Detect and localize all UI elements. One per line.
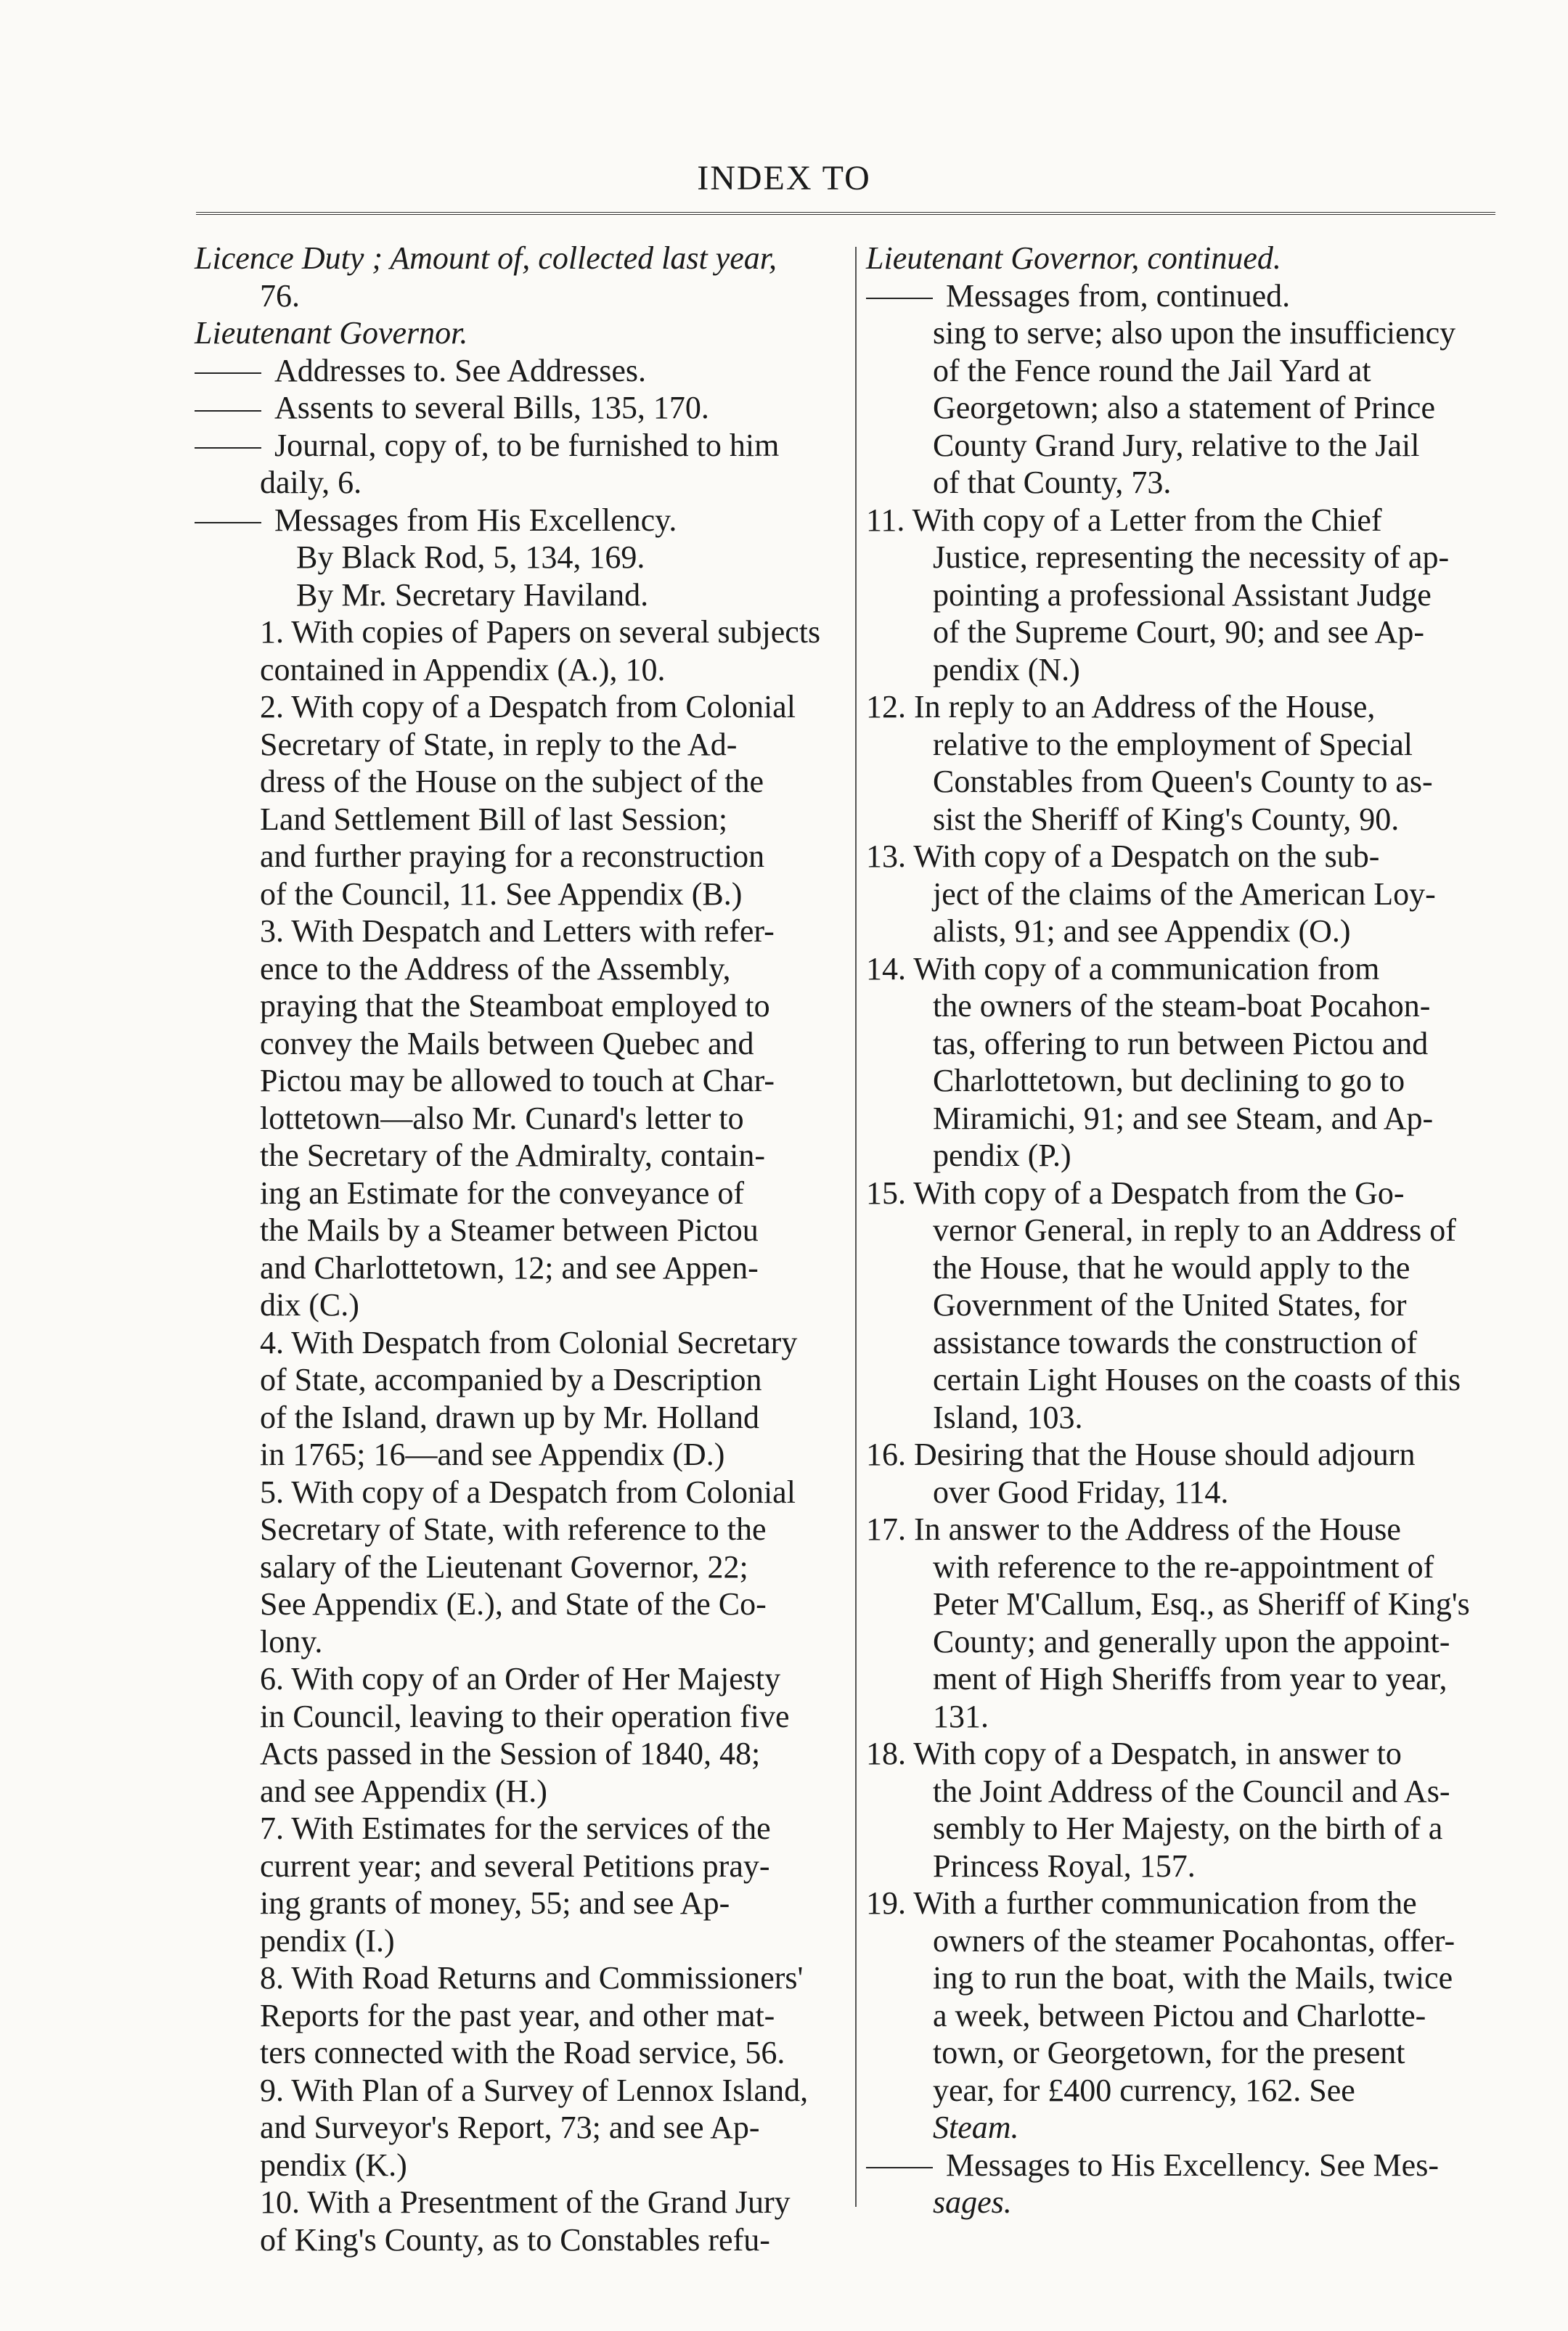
index-entry-text: Justice, representing the necessity of ap- bbox=[933, 539, 1450, 575]
index-entry-text: Addresses to. See Addresses. bbox=[274, 352, 647, 388]
index-entry-text: lony. bbox=[260, 1623, 323, 1660]
rule-dash bbox=[195, 522, 261, 523]
index-line bbox=[866, 1959, 1503, 1997]
index-entry-text: 16. Desiring that the House should adjourn bbox=[866, 1437, 1416, 1472]
index-entry-text: 14. With copy of a communication from bbox=[866, 950, 1380, 987]
index-line bbox=[866, 314, 1503, 352]
index-line bbox=[195, 1286, 844, 1324]
index-line bbox=[195, 1175, 844, 1212]
index-entry-text: of State, accompanied by a Description bbox=[260, 1362, 762, 1397]
index-line bbox=[866, 1212, 1503, 1249]
index-entry-text: Reports for the past year, and other mat- bbox=[260, 1997, 775, 2033]
index-line bbox=[866, 838, 1503, 875]
index-entry-text: the Secretary of the Admiralty, contain- bbox=[260, 1138, 766, 1173]
column-divider bbox=[855, 247, 857, 2207]
index-entry-text: Secretary of State, in reply to the Ad- bbox=[260, 726, 738, 762]
index-entry-text: over Good Friday, 114. bbox=[933, 1474, 1229, 1510]
right-column bbox=[866, 240, 1503, 2221]
index-entry-text: Secretary of State, with reference to the bbox=[260, 1511, 767, 1547]
index-line bbox=[866, 1885, 1503, 1922]
index-entry-text: pendix (I.) bbox=[260, 1922, 395, 1959]
index-entry-text: sist the Sheriff of King's County, 90. bbox=[933, 801, 1400, 837]
index-entry-text: Lieutenant Governor. bbox=[195, 315, 468, 351]
index-line bbox=[195, 875, 844, 913]
index-line bbox=[195, 464, 844, 502]
index-line bbox=[195, 1436, 844, 1474]
left-column bbox=[195, 240, 844, 2258]
index-entry-text: Land Settlement Bill of last Session; bbox=[260, 801, 728, 837]
index-entry-text: tas, offering to run between Pictou and bbox=[933, 1025, 1429, 1061]
index-entry-text: the Mails by a Steamer between Pictou bbox=[260, 1212, 759, 1248]
index-line bbox=[866, 539, 1503, 576]
index-entry-text: in 1765; 16—and see Appendix (D.) bbox=[260, 1437, 725, 1472]
index-line bbox=[195, 1100, 844, 1138]
index-line bbox=[866, 763, 1503, 801]
index-line bbox=[866, 651, 1503, 689]
index-line bbox=[195, 1474, 844, 1511]
index-line bbox=[195, 1324, 844, 1362]
index-line bbox=[866, 389, 1503, 427]
index-entry-text: a week, between Pictou and Charlotte- bbox=[933, 1997, 1426, 2033]
index-line bbox=[866, 1660, 1503, 1698]
index-line bbox=[195, 1025, 844, 1063]
index-entry-text: sembly to Her Majesty, on the birth of a bbox=[933, 1810, 1443, 1846]
index-line bbox=[866, 1548, 1503, 1586]
index-line bbox=[195, 763, 844, 801]
index-entry-text: daily, 6. bbox=[260, 465, 362, 500]
index-line bbox=[195, 427, 844, 465]
index-entry-text: County; and generally upon the appoint- bbox=[933, 1623, 1450, 1660]
index-entry-text: Messages to His Excellency. See Mes- bbox=[946, 2147, 1439, 2183]
index-entry-text: 13. With copy of a Despatch on the sub- bbox=[866, 838, 1380, 874]
index-entry-text: 19. With a further communication from the bbox=[866, 1885, 1417, 1921]
index-entry-text: ment of High Sheriffs from year to year, bbox=[933, 1661, 1447, 1697]
index-entry-text: of the Council, 11. See Appendix (B.) bbox=[260, 875, 743, 912]
index-entry-text: vernor General, in reply to an Address of bbox=[933, 1212, 1456, 1248]
index-line bbox=[866, 576, 1503, 614]
index-line bbox=[195, 1773, 844, 1810]
index-entry-text: Messages from His Excellency. bbox=[274, 502, 677, 538]
index-entry-text: 7. With Estimates for the services of the bbox=[260, 1810, 771, 1846]
index-line bbox=[195, 1511, 844, 1548]
index-line bbox=[195, 502, 844, 539]
index-entry-text: the owners of the steam-boat Pocahon- bbox=[933, 988, 1431, 1024]
index-entry-text: 17. In answer to the Address of the House bbox=[866, 1511, 1401, 1547]
index-entry-text: sages. bbox=[933, 2184, 1012, 2220]
index-line bbox=[866, 352, 1503, 390]
index-line bbox=[866, 427, 1503, 465]
index-entry-text: pendix (N.) bbox=[933, 651, 1080, 687]
index-entry-text: 9. With Plan of a Survey of Lennox Island, bbox=[260, 2072, 809, 2108]
index-entry-text: of that County, 73. bbox=[933, 465, 1172, 500]
index-entry-text: and further praying for a reconstruction bbox=[260, 838, 765, 874]
index-entry-text: Steam. bbox=[933, 2110, 1019, 2145]
index-line bbox=[195, 1997, 844, 2035]
index-line bbox=[195, 1848, 844, 1885]
index-line bbox=[195, 651, 844, 689]
index-line bbox=[195, 1922, 844, 1960]
index-line bbox=[195, 2072, 844, 2110]
index-line bbox=[195, 2109, 844, 2147]
index-line bbox=[866, 2072, 1503, 2110]
rule-dash bbox=[195, 410, 261, 412]
index-entry-text: pointing a professional Assistant Judge bbox=[933, 576, 1432, 613]
index-entry-text: Constables from Queen's County to as- bbox=[933, 764, 1433, 799]
index-entry-text: 4. With Despatch from Colonial Secretary bbox=[260, 1324, 798, 1360]
index-entry-text: town, or Georgetown, for the present bbox=[933, 2035, 1405, 2070]
index-entry-text: Princess Royal, 157. bbox=[933, 1848, 1196, 1884]
index-line bbox=[195, 1660, 844, 1698]
index-line bbox=[195, 688, 844, 726]
index-line bbox=[866, 1997, 1503, 2035]
index-line bbox=[866, 1735, 1503, 1773]
index-entry-text: contained in Appendix (A.), 10. bbox=[260, 651, 666, 687]
index-line bbox=[866, 688, 1503, 726]
index-entry-text: and Charlottetown, 12; and see Appen- bbox=[260, 1249, 759, 1286]
index-entry-text: pendix (K.) bbox=[260, 2147, 407, 2183]
index-entry-text: convey the Mails between Quebec and bbox=[260, 1025, 754, 1061]
index-entry-text: Journal, copy of, to be furnished to him bbox=[274, 427, 780, 463]
index-entry-text: lottetown—also Mr. Cunard's letter to bbox=[260, 1100, 744, 1136]
index-line bbox=[195, 2147, 844, 2184]
index-line bbox=[866, 2147, 1503, 2184]
index-entry-text: 3. With Despatch and Letters with refer- bbox=[260, 913, 775, 949]
index-entry-text: sing to serve; also upon the insufficiency bbox=[933, 315, 1456, 351]
index-entry-text: See Appendix (E.), and State of the Co- bbox=[260, 1586, 767, 1622]
index-line bbox=[866, 801, 1503, 838]
index-line bbox=[866, 2109, 1503, 2147]
index-line bbox=[195, 1361, 844, 1399]
index-line bbox=[195, 838, 844, 875]
index-entry-text: ing an Estimate for the conveyance of bbox=[260, 1175, 745, 1211]
index-entry-text: 2. With copy of a Despatch from Colonial bbox=[260, 689, 796, 724]
index-entry-text: 5. With copy of a Despatch from Colonial bbox=[260, 1474, 796, 1510]
index-line bbox=[866, 1175, 1503, 1212]
index-line bbox=[195, 913, 844, 950]
index-entry-text: Acts passed in the Session of 1840, 48; bbox=[260, 1736, 761, 1771]
index-entry-text: year, for £400 currency, 162. See bbox=[933, 2072, 1355, 2108]
index-entry-text: Island, 103. bbox=[933, 1399, 1083, 1435]
index-entry-text: of the Island, drawn up by Mr. Holland bbox=[260, 1399, 759, 1435]
index-entry-text: owners of the steamer Pocahontas, offer- bbox=[933, 1922, 1455, 1959]
index-entry-text: Charlottetown, but declining to go to bbox=[933, 1063, 1405, 1098]
index-entry-text: and see Appendix (H.) bbox=[260, 1773, 547, 1809]
index-line bbox=[195, 801, 844, 838]
index-entry-text: ence to the Address of the Assembly, bbox=[260, 950, 731, 987]
index-line bbox=[195, 1735, 844, 1773]
index-entry-text: 15. With copy of a Despatch from the Go- bbox=[866, 1175, 1405, 1211]
index-line bbox=[195, 576, 844, 614]
index-entry-text: By Black Rod, 5, 134, 169. bbox=[296, 539, 645, 575]
index-entry-text: ing grants of money, 55; and see Ap- bbox=[260, 1885, 730, 1921]
index-entry-text: of King's County, as to Constables refu- bbox=[260, 2221, 770, 2258]
rule-dash bbox=[195, 447, 261, 449]
index-entry-text: Lieutenant Governor, continued. bbox=[866, 240, 1281, 276]
index-entry-text: County Grand Jury, relative to the Jail bbox=[933, 427, 1420, 463]
index-line bbox=[866, 1511, 1503, 1548]
index-entry-text: with reference to the re-appointment of bbox=[933, 1548, 1434, 1585]
index-entry-text: 8. With Road Returns and Commissioners' bbox=[260, 1960, 804, 1996]
index-entry-text: Messages from, continued. bbox=[946, 277, 1291, 314]
index-entry-text: Miramichi, 91; and see Steam, and Ap- bbox=[933, 1100, 1434, 1136]
index-line bbox=[195, 726, 844, 764]
index-entry-text: ject of the claims of the American Loy- bbox=[933, 875, 1436, 912]
index-entry-text: assistance towards the construction of bbox=[933, 1324, 1418, 1360]
index-line bbox=[866, 1585, 1503, 1623]
index-line bbox=[866, 502, 1503, 539]
index-line bbox=[866, 1399, 1503, 1437]
index-line bbox=[866, 1922, 1503, 1960]
index-line bbox=[195, 1623, 844, 1661]
index-entry-text: Georgetown; also a statement of Prince bbox=[933, 390, 1435, 425]
index-line bbox=[866, 726, 1503, 764]
index-line bbox=[866, 1810, 1503, 1848]
index-entry-text: 10. With a Presentment of the Grand Jury bbox=[260, 2184, 791, 2220]
rule-dash bbox=[195, 372, 261, 374]
index-line bbox=[195, 1885, 844, 1922]
index-line bbox=[866, 1623, 1503, 1661]
index-entry-text: of the Fence round the Jail Yard at bbox=[933, 352, 1371, 388]
index-line bbox=[195, 1137, 844, 1175]
index-line bbox=[866, 1474, 1503, 1511]
index-entry-text: in Council, leaving to their operation five bbox=[260, 1698, 790, 1734]
index-line bbox=[195, 950, 844, 988]
index-line bbox=[866, 1361, 1503, 1399]
index-entry-text: Pictou may be allowed to touch at Char- bbox=[260, 1063, 775, 1098]
index-line bbox=[195, 2184, 844, 2221]
index-line bbox=[866, 1698, 1503, 1736]
index-line bbox=[866, 613, 1503, 651]
index-line bbox=[866, 2034, 1503, 2072]
index-entry-text: salary of the Lieutenant Governor, 22; bbox=[260, 1548, 748, 1585]
index-line bbox=[195, 1810, 844, 1848]
index-line bbox=[866, 950, 1503, 988]
index-entry-text: 131. bbox=[933, 1698, 989, 1734]
index-entry-text: 6. With copy of an Order of Her Majesty bbox=[260, 1661, 781, 1697]
index-entry-text: and Surveyor's Report, 73; and see Ap- bbox=[260, 2110, 760, 2145]
index-line bbox=[866, 1324, 1503, 1362]
index-line bbox=[866, 1100, 1503, 1138]
index-line bbox=[866, 1848, 1503, 1885]
index-line bbox=[866, 240, 1503, 277]
index-line bbox=[866, 464, 1503, 502]
index-entry-text: praying that the Steamboat employed to bbox=[260, 988, 770, 1024]
index-entry-text: Peter M'Callum, Esq., as Sheriff of King's bbox=[933, 1586, 1470, 1622]
index-line bbox=[195, 314, 844, 352]
index-entry-text: 11. With copy of a Letter from the Chief bbox=[866, 502, 1382, 538]
index-entry-text: current year; and several Petitions pray- bbox=[260, 1848, 770, 1884]
index-line bbox=[195, 1698, 844, 1736]
index-entry-text: dress of the House on the subject of the bbox=[260, 764, 764, 799]
index-line bbox=[195, 1585, 844, 1623]
index-entry-text: 18. With copy of a Despatch, in answer to bbox=[866, 1736, 1402, 1771]
index-entry-text: 12. In reply to an Address of the House, bbox=[866, 689, 1376, 724]
index-entry-text: Government of the United States, for bbox=[933, 1287, 1407, 1323]
index-line bbox=[866, 1137, 1503, 1175]
index-entry-text: Assents to several Bills, 135, 170. bbox=[274, 390, 709, 425]
index-line bbox=[195, 1399, 844, 1437]
index-entry-text: alists, 91; and see Appendix (O.) bbox=[933, 913, 1351, 949]
rule-dash bbox=[866, 2167, 933, 2168]
index-entry-text: dix (C.) bbox=[260, 1287, 359, 1323]
index-line bbox=[866, 913, 1503, 950]
index-line bbox=[866, 1773, 1503, 1810]
index-line bbox=[195, 613, 844, 651]
index-line bbox=[195, 2034, 844, 2072]
index-entry-text: the House, that he would apply to the bbox=[933, 1249, 1410, 1286]
index-line bbox=[195, 240, 844, 277]
index-line bbox=[195, 1062, 844, 1100]
index-line bbox=[866, 277, 1503, 315]
index-line bbox=[866, 987, 1503, 1025]
index-line bbox=[866, 875, 1503, 913]
index-line bbox=[195, 1212, 844, 1249]
index-line bbox=[195, 1548, 844, 1586]
index-entry-text: ing to run the boat, with the Mails, twice bbox=[933, 1960, 1453, 1996]
index-line bbox=[195, 2221, 844, 2259]
index-entry-text: relative to the employment of Special bbox=[933, 726, 1413, 762]
index-entry-text: ters connected with the Road service, 56. bbox=[260, 2035, 785, 2070]
index-entry-text: Licence Duty ; Amount of, collected last year, bbox=[195, 240, 777, 276]
index-line bbox=[195, 1959, 844, 1997]
index-line bbox=[866, 1025, 1503, 1063]
index-line bbox=[195, 389, 844, 427]
index-line bbox=[195, 277, 844, 315]
index-line bbox=[866, 1436, 1503, 1474]
index-entry-text: By Mr. Secretary Haviland. bbox=[296, 576, 649, 613]
index-line bbox=[195, 352, 844, 390]
index-entry-text: pendix (P.) bbox=[933, 1138, 1071, 1173]
index-entry-text: 1. With copies of Papers on several subjects bbox=[260, 614, 821, 650]
index-entry-text: of the Supreme Court, 90; and see Ap- bbox=[933, 614, 1424, 650]
index-line bbox=[866, 1286, 1503, 1324]
index-line bbox=[195, 1249, 844, 1287]
index-line bbox=[195, 987, 844, 1025]
index-line bbox=[866, 1249, 1503, 1287]
index-line bbox=[866, 1062, 1503, 1100]
header-rule bbox=[196, 212, 1495, 215]
page-title: INDEX TO bbox=[697, 159, 871, 197]
index-entry-text: the Joint Address of the Council and As- bbox=[933, 1773, 1450, 1809]
index-line bbox=[866, 2184, 1503, 2221]
index-line bbox=[195, 539, 844, 576]
index-entry-text: 76. bbox=[260, 277, 300, 314]
index-entry-text: certain Light Houses on the coasts of this bbox=[933, 1362, 1461, 1397]
rule-dash bbox=[866, 298, 933, 299]
